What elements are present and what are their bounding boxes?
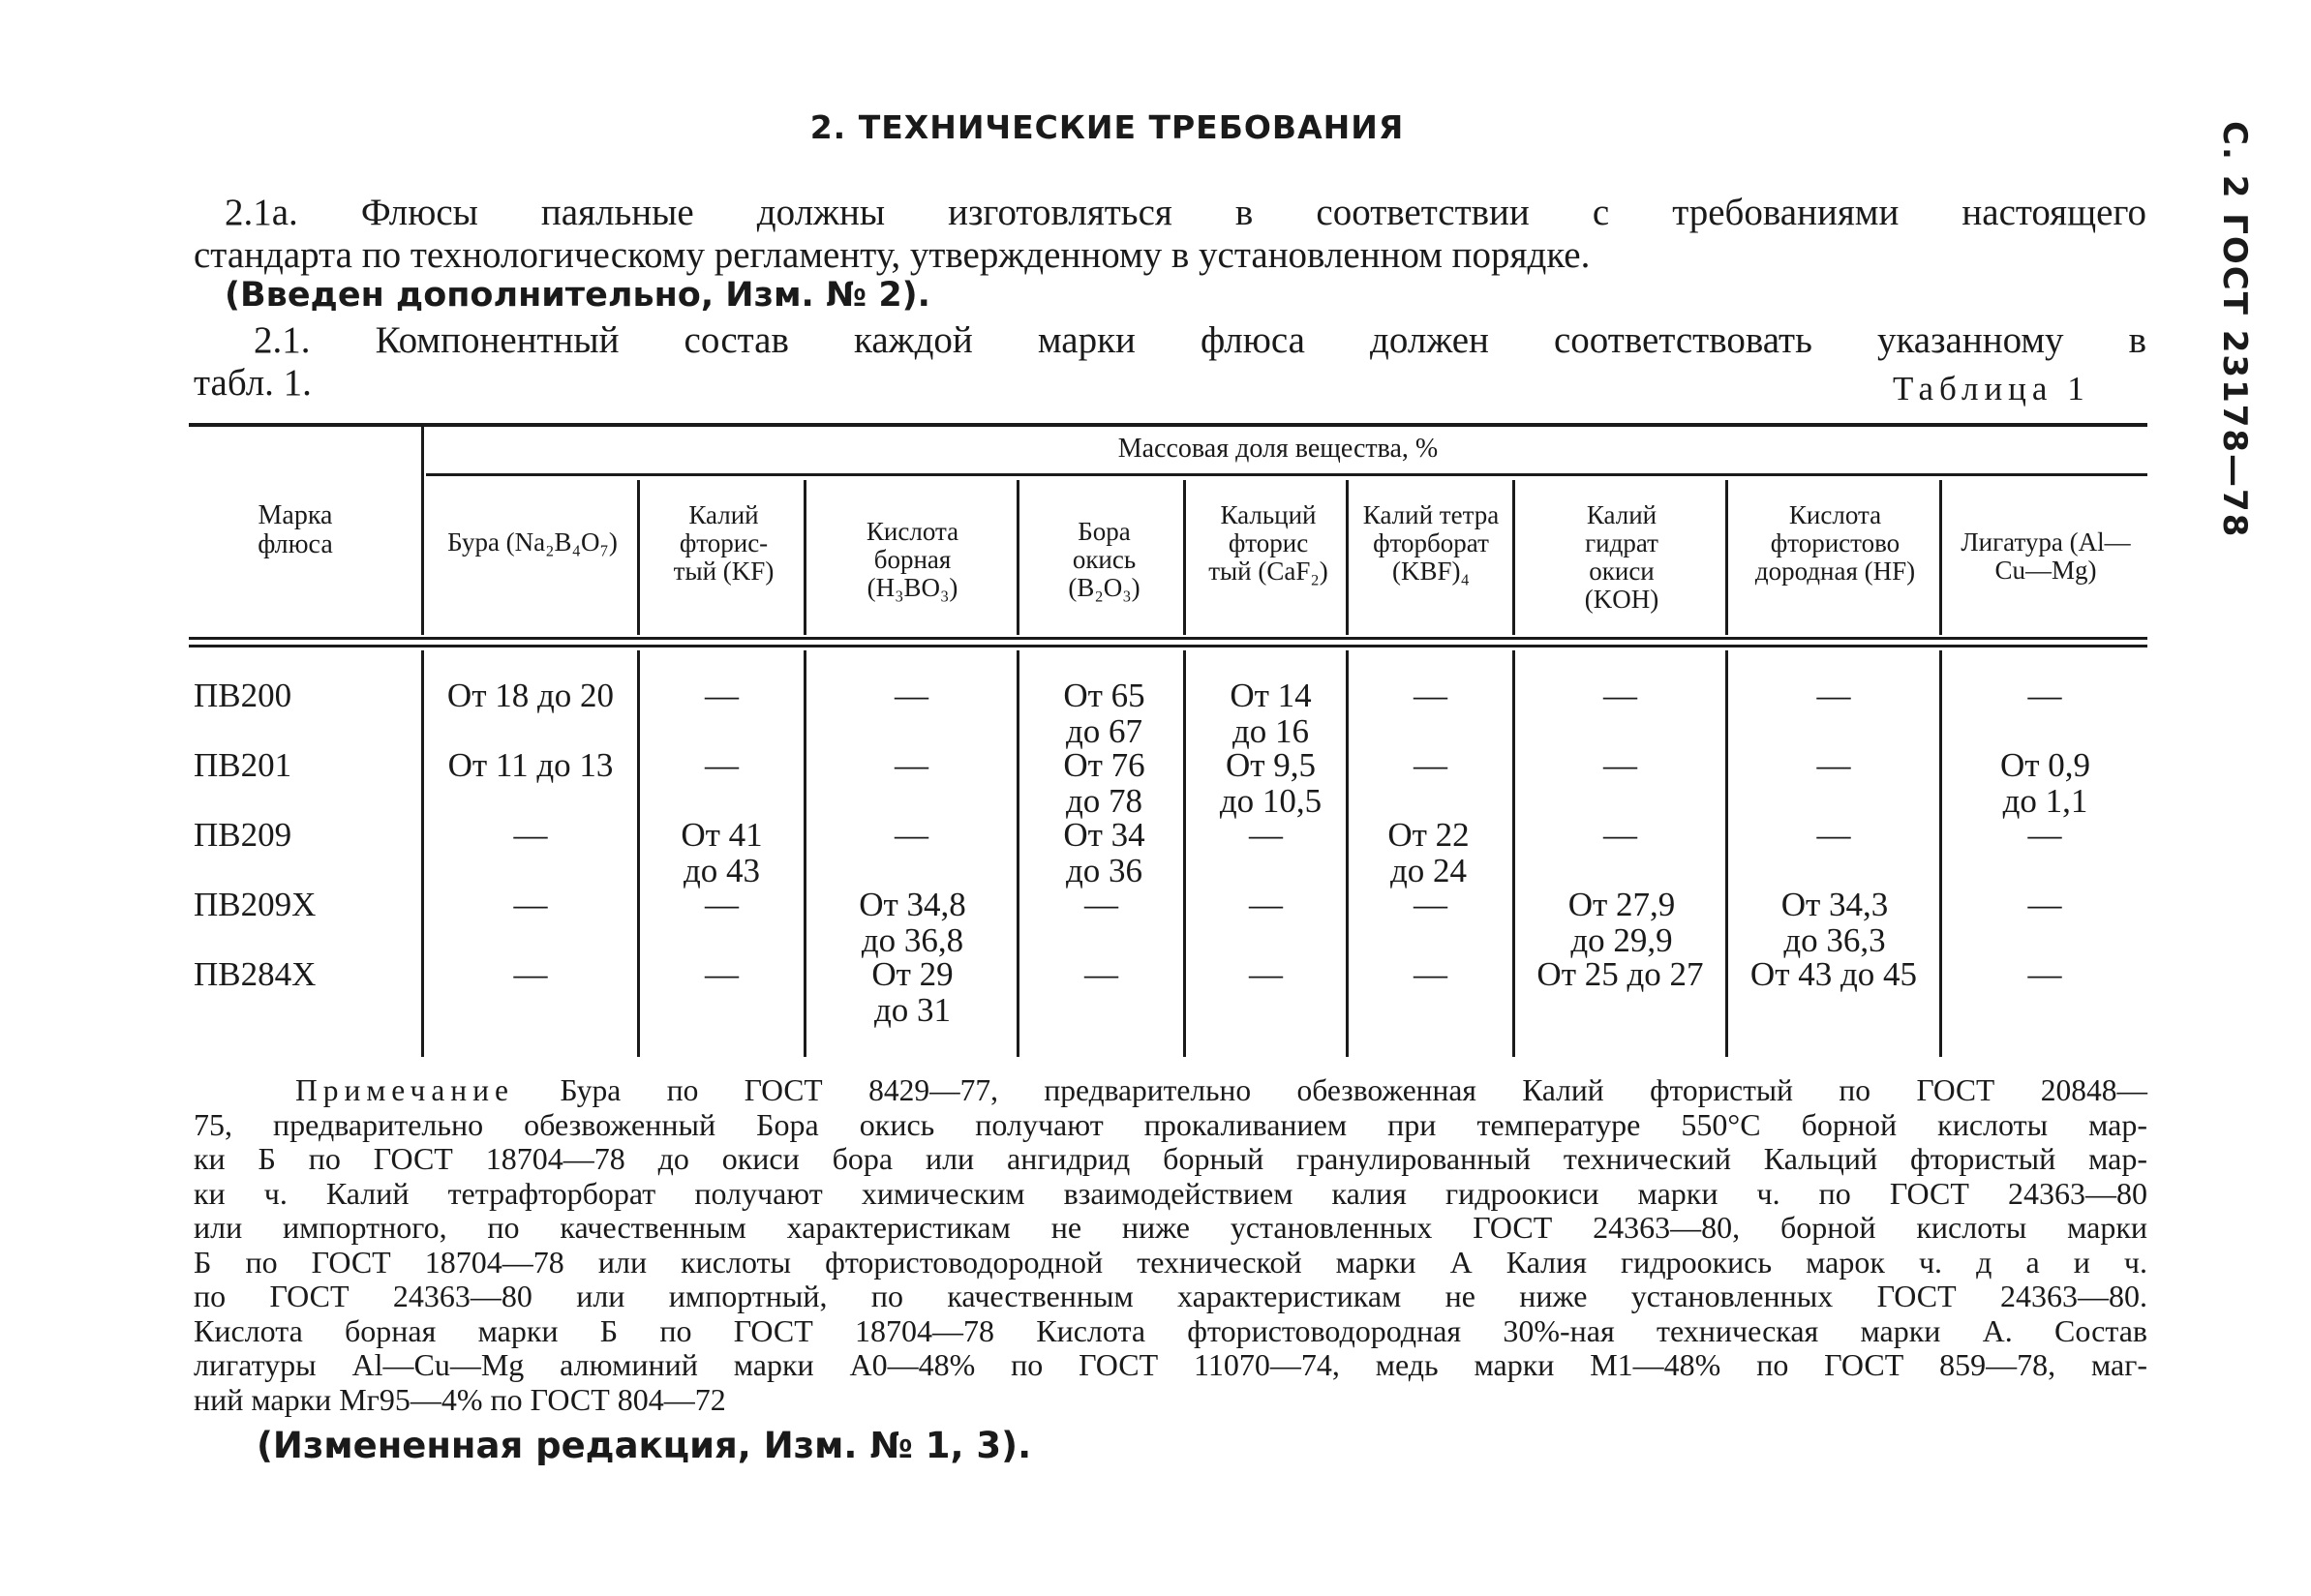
note-line: или импортного, по качественным характеристикам не ниже установленных ГОСТ 24363—80, борной кислоты марки — [194, 1210, 2147, 1245]
col-header-hf: Кислота фтористово дородная (HF) — [1754, 500, 1916, 586]
table-cell: — — [895, 677, 928, 714]
header-rule-1 — [189, 637, 2147, 640]
table-cell: — — [2027, 816, 2062, 854]
table-cell: От 0,9 до 1,1 — [1999, 746, 2091, 820]
col-rule — [1183, 480, 1186, 635]
note-line: 75, предварительно обезвоженный Бора окись получают прокаливанием при температуре 550°С борной кислоты мар- — [194, 1107, 2147, 1142]
row-mark-pv209x: ПВ209Х — [194, 886, 317, 923]
note-line: ки ч. Калий тетрафторборат получают химическим взаимодействием калия гидроокиси марки ч. по ГОСТ 24363—80 — [194, 1176, 2147, 1211]
table-cell: — — [1414, 677, 1447, 714]
note-line: лигатуры Al—Cu—Mg алюминий марки А0—48% по ГОСТ 11070—74, медь марки М1—48% по ГОСТ 859—78, маг- — [194, 1347, 2147, 1382]
table-cell: — — [1084, 955, 1118, 993]
header-rule-2 — [189, 645, 2147, 647]
col-rule — [804, 480, 806, 635]
table-cell: От 65 до 67 — [1063, 677, 1145, 750]
group-header-rule — [426, 473, 2147, 476]
note-line — [295, 1073, 2147, 1108]
col-header-ligature: Лигатура (Al—Cu—Mg) — [1961, 527, 2131, 585]
table-cell: — — [2027, 955, 2062, 993]
table-cell: От 29 до 31 — [871, 955, 954, 1029]
col-rule — [421, 427, 424, 635]
table-cell: — — [705, 886, 739, 923]
row-mark-pv209: ПВ209 — [194, 816, 292, 854]
table-cell: — — [1816, 746, 1851, 784]
table-cell: — — [2027, 677, 2062, 714]
col-rule — [1725, 480, 1728, 635]
table-cell: — — [1249, 886, 1283, 923]
col-header-caf2: Кальций фторис тый (CaF₂) — [1208, 500, 1328, 586]
table-cell: От 34,3 до 36,3 — [1780, 886, 1889, 959]
note-text: Бура по ГОСТ 8429—77, предварительно обезвоженная Калий фтористый по ГОСТ 20848— — [560, 1073, 2148, 1107]
col-header-bura: Бура (Na₂B₄O₇) — [447, 527, 618, 557]
page-side-header: С. 2 ГОСТ 23178—78 — [2215, 121, 2254, 539]
table-cell: — — [1603, 677, 1637, 714]
table-cell: — — [705, 746, 739, 784]
table-cell: От 34 до 36 — [1063, 816, 1145, 889]
table-cell: — — [705, 677, 739, 714]
table-cell: От 34,8 до 36,8 — [859, 886, 966, 959]
table-cell: — — [1603, 816, 1637, 854]
table-cell: — — [1603, 746, 1637, 784]
para-2-1-line2: табл. 1. — [194, 362, 312, 404]
amendment-note-2: (Введен дополнительно, Изм. № 2). — [225, 276, 930, 315]
table-cell: — — [1249, 955, 1283, 993]
table-cell: — — [1084, 886, 1118, 923]
para-2-1-line1: 2.1. Компонентный состав каждой марки флюса должен соответствовать указанному в — [254, 319, 2146, 361]
col-header-h3bo3: Кислота борная (H₃BO₃) — [866, 517, 959, 602]
note-line: Б по ГОСТ 18704—78 или кислоты фтористоводородной технической марки А Калия гидроокись марок ч. д а и ч. — [194, 1245, 2147, 1280]
table-cell: От 43 до 45 — [1749, 955, 1918, 993]
table-cell: — — [1249, 816, 1283, 854]
table-cell: — — [895, 746, 928, 784]
row-mark-pv284x: ПВ284Х — [194, 955, 317, 993]
col-rule — [1017, 480, 1019, 635]
col-rule — [1183, 650, 1186, 1057]
col-header-kbf4: Калий тетра фторборат (KBF)₄ — [1362, 500, 1500, 586]
table-cell: — — [2027, 886, 2062, 923]
col-header-b2o3: Бора окись (B₂O₃) — [1068, 517, 1140, 602]
section-title: 2. ТЕХНИЧЕСКИЕ ТРЕБОВАНИЯ — [809, 108, 1405, 146]
note-line: ний марки Мг95—4% по ГОСТ 804—72 — [194, 1382, 726, 1417]
row-mark-pv200: ПВ200 — [194, 677, 292, 714]
note-label: Примечание — [295, 1073, 515, 1107]
table-cell: — — [1816, 677, 1851, 714]
col-rule — [637, 480, 640, 635]
note-line: ки Б по ГОСТ 18704—78 до окиси бора или ангидрид борный гранулированный технический Кальций фтористый мар- — [194, 1141, 2147, 1176]
table-cell: От 22 до 24 — [1387, 816, 1470, 889]
note-line: Кислота борная марки Б по ГОСТ 18704—78 Кислота фтористоводородная 30%-ная техническая марки А. Состав — [194, 1313, 2147, 1348]
row-mark-pv201: ПВ201 — [194, 746, 292, 784]
table-cell: От 41 до 43 — [681, 816, 763, 889]
table-cell: — — [1414, 955, 1447, 993]
table-cell: — — [895, 816, 928, 854]
table-cell: — — [513, 816, 548, 854]
para-2-1a-line1: 2.1а. Флюсы паяльные должны изготовляться в соответствии с требованиями настоящего — [225, 192, 2146, 233]
table-cell: — — [513, 955, 548, 993]
table-cell: От 14 до 16 — [1230, 677, 1312, 750]
col-header-koh: Калий гидрат окиси (KOH) — [1584, 500, 1659, 614]
col-rule — [1939, 480, 1942, 635]
note-line: по ГОСТ 24363—80 или импортный, по качественным характеристикам не ниже установленных ГОСТ 24363—80. — [194, 1279, 2147, 1313]
col-rule — [1346, 480, 1349, 635]
col-header-kf: Калий фторис-тый (KF) — [673, 500, 775, 586]
table-label: Таблица 1 — [1893, 370, 2090, 407]
amendment-note-1-3: (Измененная редакция, Изм. № 1, 3). — [257, 1425, 1032, 1466]
col-rule — [1017, 650, 1019, 1057]
col-rule — [1512, 480, 1515, 635]
table-cell: — — [513, 886, 548, 923]
table-top-rule — [189, 423, 2147, 427]
para-2-1a-line2: стандарта по технологическому регламенту, утвержденному в установленном порядке. — [194, 234, 1591, 276]
table-cell: От 25 до 27 — [1536, 955, 1704, 993]
group-header: Массовая доля вещества, % — [1117, 434, 1439, 464]
table-cell: От 27,9 до 29,9 — [1567, 886, 1676, 959]
table-cell: — — [705, 955, 739, 993]
table-cell: — — [1414, 746, 1447, 784]
table-cell: — — [1414, 886, 1447, 923]
table-cell: От 18 до 20 — [446, 677, 615, 714]
table-cell: — — [1816, 816, 1851, 854]
table-cell: От 11 до 13 — [447, 746, 614, 784]
row-header: Марка флюса — [258, 500, 333, 559]
table-cell: От 76 до 78 — [1063, 746, 1145, 820]
table-cell: От 9,5 до 10,5 — [1219, 746, 1323, 820]
